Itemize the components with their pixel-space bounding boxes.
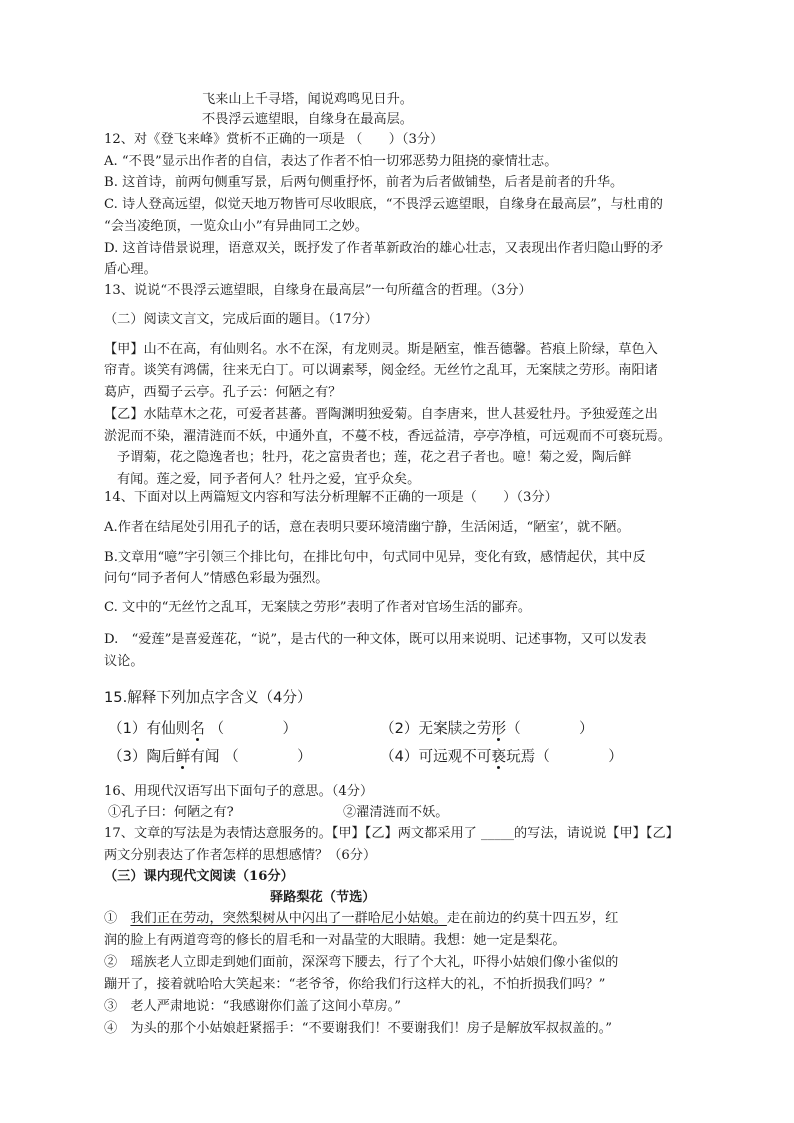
passage-jia-line2: 帘青。谈笑有鸿儒，往来无白丁。可以调素琴，阅金经。无丝竹之乱耳，无案牍之劳形。南阳诸 <box>104 363 658 378</box>
q12-option-c-line2: “会当凌绝顶，一览众山小”有异曲同工之妙。 <box>104 219 369 234</box>
q15-item-1-post: （ ） <box>204 720 298 737</box>
q12-option-d-line2: 盾心理。 <box>104 262 157 277</box>
passage-jia-line1: 【甲】山不在高，有仙则名。水不在深，有龙则灵。斯是陋室，惟吾德馨。苔痕上阶绿，草色入 <box>104 342 658 357</box>
q15-item-2-post: （ ） <box>506 720 594 737</box>
paragraph-1-underlined: 我们正在劳动，突然梨树从中闪出了一群哈尼小姑娘。 <box>130 911 447 926</box>
q15-item-2-dotted: 形 <box>491 720 507 737</box>
paragraph-2-line2: 蹦开了，接着就哈哈大笑起来：“老爷爷，你给我们行这样大的礼，不怕折损我们吗？” <box>104 977 606 992</box>
q14-option-c: C. 文中的“无丝竹之乱耳，无案牍之劳形”表明了作者对官场生活的鄙弃。 <box>104 600 532 615</box>
q15-item-4 <box>380 748 623 766</box>
passage-yi-line4: 有闻。莲之爱，同予者何人？牡丹之爱，宜乎众矣。 <box>117 472 421 487</box>
section2-heading: （二）阅读文言文，完成后面的题目。（17分） <box>104 312 378 327</box>
q14-option-d-line1: D. “爱莲”是喜爱莲花，“说”，是古代的一种文体，既可以用来说明、记述事物，又可以发表 <box>104 632 647 647</box>
q15-item-1 <box>108 720 297 738</box>
q12-option-c-line1: C. 诗人登高远望，似觉天地万物皆可尽收眼底，“不畏浮云遮望眼，自缘身在最高层”，与杜甫的 <box>104 197 663 212</box>
q17-answer-blank[interactable]: _____ <box>481 826 514 841</box>
q14-option-d-line2: 议论。 <box>104 654 144 669</box>
passage-yi-line3: 予谓菊，花之隐逸者也；牡丹，花之富贵者也；莲，花之君子者也。噫！菊之爱，陶后鲜 <box>117 450 632 465</box>
q15-item-1-dotted: 名 <box>190 720 205 737</box>
paragraph-4: ④ 为头的那个小姑娘赶紧摇手：“不要谢我们！不要谢我们！房子是解放军叔叔盖的。” <box>104 1021 613 1036</box>
q16-stem: 16、用现代汉语写出下面句子的意思。（4分） <box>104 784 374 799</box>
q15-item-1-pre: （1）有仙则 <box>108 720 191 737</box>
q17-line1-pre: 17、文章的写法是为表情达意服务的。【甲】【乙】两文都采用了 <box>104 826 482 841</box>
q14-option-b-line1: B.文章用“噫”字引领三个排比句，在排比句中，句式同中见异，变化有致，感情起伏，其中反 <box>104 550 646 565</box>
q12-stem: 12、对《登飞来峰》赏析不正确的一项是 （ ）（3分） <box>104 132 444 147</box>
paragraph-3: ③ 老人严肃地说：“我感谢你们盖了这间小草房。” <box>104 999 402 1014</box>
q17-line1-post: 的写法，请说说【甲】【乙】 <box>514 826 679 841</box>
q15-item-3-pre: （3）陶后 <box>108 748 176 765</box>
passage-title: 驿路梨花（节选） <box>270 890 376 905</box>
passage-jia-line3: 葛庐，西蜀子云亭。孔子云：何陋之有？ <box>104 385 342 400</box>
q17-line2: 两文分别表达了作者怎样的思想感情？（6分） <box>104 848 377 863</box>
q16-sentence-1: ①孔子曰：何陋之有? <box>108 805 234 820</box>
paragraph-1-number: ① <box>104 911 118 926</box>
paragraph-1-rest: 走在前边的约莫十四五岁，红 <box>446 911 619 926</box>
q15-item-3 <box>108 748 312 766</box>
paragraph-1-line1 <box>104 910 618 928</box>
q15-item-3-dotted: 鲜 <box>175 748 191 765</box>
q14-stem: 14、下面对以上两篇短文内容和写法分析理解不正确的一项是（ ）（3分） <box>104 490 558 505</box>
q15-item-4-pre: （4）可远观不可 <box>380 748 492 765</box>
q15-item-4-dotted: 亵 <box>491 748 507 765</box>
q13-stem: 13、说说“不畏浮云遮望眼，自缘身在最高层”一句所蕴含的哲理。（3分） <box>104 283 532 298</box>
poem-line-3: 飞来山上千寻塔，闻说鸡鸣见日升。 <box>202 92 413 107</box>
section3-heading: （三）课内现代文阅读（16分） <box>104 869 294 884</box>
poem-line-4: 不畏浮云遮望眼，自缘身在最高层。 <box>202 112 413 127</box>
q15-item-3-post: 有闻 （ ） <box>190 748 312 765</box>
q15-item-4-post: 玩焉（ ） <box>506 748 623 765</box>
q12-option-d-line1: D. 这首诗借景说理，语意双关，既抒发了作者革新政治的雄心壮志，又表现出作者归隐山野的矛 <box>104 241 664 256</box>
paragraph-1-line2: 润的脸上有两道弯弯的修长的眉毛和一对晶莹的大眼睛。我想：她一定是梨花。 <box>104 933 566 948</box>
q14-option-a: A.作者在结尾处引用孔子的话，意在表明只要环境清幽宁静，生活闲适，“陋室’，就不陋。 <box>104 520 630 535</box>
q15-item-2 <box>380 720 594 738</box>
q17-line1 <box>104 825 679 843</box>
q15-stem: 15.解释下列加点字含义（4分） <box>104 689 312 706</box>
paragraph-2-line1: ② 瑶族老人立即走到她们面前，深深弯下腰去，行了个大礼，吓得小姑娘们像小雀似的 <box>104 955 619 970</box>
q15-item-2-pre: （2）无案牍之劳 <box>380 720 492 737</box>
passage-yi-line2: 淤泥而不染，濯清涟而不妖，中通外直，不蔓不枝，香远益清，亭亭净植，可远观而不可亵玩焉。 <box>104 429 672 444</box>
q16-sentence-2: ②濯清涟而不妖。 <box>343 805 449 820</box>
q12-option-b: B. 这首诗，前两句侧重写景，后两句侧重抒怀，前者为后者做铺垫，后者是前者的升华。 <box>104 175 624 190</box>
passage-yi-line1: 【乙】水陆草木之花，可爱者甚蕃。晋陶渊明独爱菊。自李唐来，世人甚爱牡丹。予独爱莲之出 <box>104 407 658 422</box>
q14-option-b-line2: 问句“同予者何人”情感色彩最为强烈。 <box>104 571 329 586</box>
q12-option-a: A. “不畏”显示出作者的自信，表达了作者不怕一切邪恶势力阻挠的豪情壮志。 <box>104 154 558 169</box>
